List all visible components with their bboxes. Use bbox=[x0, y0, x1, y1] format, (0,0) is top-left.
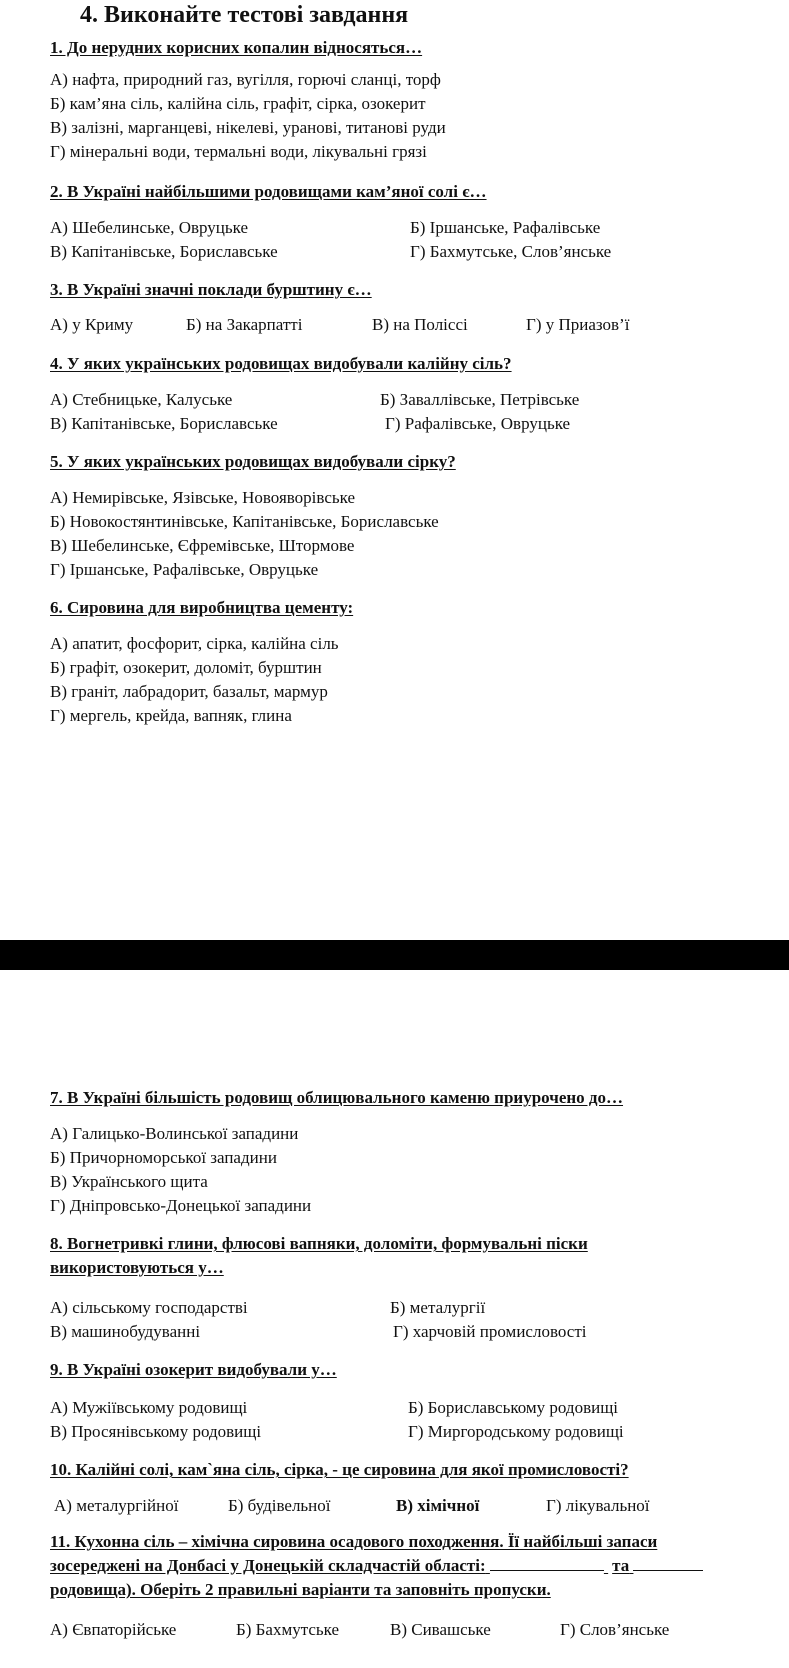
question-11-and: та bbox=[612, 1556, 630, 1575]
q6-option-d: Г) мергель, крейда, вапняк, глина bbox=[50, 706, 292, 725]
question-6: 6. Сировина для виробництва цементу: bbox=[50, 598, 354, 617]
q10-option-a: А) металургійної bbox=[54, 1496, 179, 1515]
q11-option-b: Б) Бахмутське bbox=[236, 1620, 340, 1639]
q11-option-c: В) Сивашське bbox=[390, 1620, 491, 1639]
question-10: 10. Калійні солі, кам`яна сіль, сірка, - це сировина для якої промисловості? bbox=[50, 1460, 629, 1479]
question-11-line-1: 11. Кухонна сіль – хімічна сировина осадового походження. Її найбільші запаси bbox=[50, 1532, 658, 1551]
question-3: 3. В Україні значні поклади бурштину є… bbox=[50, 280, 372, 299]
q2-option-a: А) Шебелинське, Овруцьке bbox=[50, 218, 249, 237]
q5-option-d: Г) Іршанське, Рафалівське, Овруцьке bbox=[50, 560, 319, 579]
q5-option-b: Б) Новокостянтинівське, Капітанівське, Бориславське bbox=[50, 512, 439, 531]
q8-option-d: Г) харчовій промисловості bbox=[393, 1322, 587, 1341]
q8-option-c: В) машинобудуванні bbox=[50, 1322, 201, 1341]
q1-option-c: В) залізні, марганцеві, нікелеві, уранові, титанові руди bbox=[50, 118, 446, 137]
q3-option-d: Г) у Приазов’ї bbox=[526, 315, 630, 334]
q3-option-a: А) у Криму bbox=[50, 315, 134, 334]
q5-option-a: А) Немирівське, Язівське, Новояворівське bbox=[50, 488, 356, 507]
q9-option-a: А) Мужіївському родовищі bbox=[50, 1398, 248, 1417]
q11-option-a: А) Євпаторійське bbox=[50, 1620, 177, 1639]
q4-option-c: В) Капітанівське, Бориславське bbox=[50, 414, 278, 433]
q8-option-b: Б) металургії bbox=[390, 1298, 486, 1317]
question-2: 2. В Україні найбільшими родовищами кам’яної солі є… bbox=[50, 182, 487, 201]
q10-option-d: Г) лікувальної bbox=[546, 1496, 650, 1515]
q7-option-b: Б) Причорноморської западини bbox=[50, 1148, 277, 1167]
question-7: 7. В Україні більшість родовищ облицювального каменю приурочено до… bbox=[50, 1088, 624, 1107]
q2-option-c: В) Капітанівське, Бориславське bbox=[50, 242, 278, 261]
q10-option-c: В) хімічної bbox=[396, 1496, 480, 1515]
q3-option-b: Б) на Закарпатті bbox=[186, 315, 303, 334]
q2-option-b: Б) Іршанське, Рафалівське bbox=[410, 218, 601, 237]
answer-blank-2[interactable] bbox=[633, 1556, 703, 1571]
page-separator-band bbox=[0, 940, 789, 970]
q2-option-d: Г) Бахмутське, Слов’янське bbox=[410, 242, 612, 261]
q1-option-a: А) нафта, природний газ, вугілля, горючі сланці, торф bbox=[50, 70, 441, 89]
q3-option-c: В) на Поліссі bbox=[372, 315, 468, 334]
q7-option-c: В) Українського щита bbox=[50, 1172, 208, 1191]
q7-option-a: А) Галицько-Волинської западини bbox=[50, 1124, 299, 1143]
question-9: 9. В Україні озокерит видобували у… bbox=[50, 1360, 337, 1379]
page-title: 4. Виконайте тестові завдання bbox=[80, 2, 409, 28]
q5-option-c: В) Шебелинське, Єфремівське, Штормове bbox=[50, 536, 355, 555]
q11-option-d: Г) Слов’янське bbox=[560, 1620, 670, 1639]
q10-option-b: Б) будівельної bbox=[228, 1496, 331, 1515]
question-11-line-3: родовища). Оберіть 2 правильні варіанти та заповніть пропуски. bbox=[50, 1580, 551, 1599]
q1-option-b: Б) кам’яна сіль, калійна сіль, графіт, сірка, озокерит bbox=[50, 94, 426, 113]
question-8-line-1: 8. Вогнетривкі глини, флюсові вапняки, доломіти, формувальні піски bbox=[50, 1234, 588, 1253]
question-11-line-2-text: зосереджені на Донбасі у Донецькій складчастій області: bbox=[50, 1556, 486, 1575]
q9-option-d: Г) Миргородському родовищі bbox=[408, 1422, 624, 1441]
q7-option-d: Г) Дніпровсько-Донецької западини bbox=[50, 1196, 312, 1215]
q6-option-b: Б) графіт, озокерит, доломіт, бурштин bbox=[50, 658, 322, 677]
q9-option-c: В) Просянівському родовищі bbox=[50, 1422, 262, 1441]
q9-option-b: Б) Бориславському родовищі bbox=[408, 1398, 619, 1417]
question-8-line-2: використовуються у… bbox=[50, 1258, 224, 1277]
question-1: 1. До нерудних корисних копалин відносяться… bbox=[50, 38, 423, 57]
q8-option-a: А) сільському господарстві bbox=[50, 1298, 248, 1317]
q4-option-d: Г) Рафалівське, Овруцьке bbox=[385, 414, 571, 433]
q1-option-d: Г) мінеральні води, термальні води, лікувальні грязі bbox=[50, 142, 427, 161]
q6-option-c: В) граніт, лабрадорит, базальт, мармур bbox=[50, 682, 328, 701]
question-5: 5. У яких українських родовищах видобували сірку? bbox=[50, 452, 456, 471]
q6-option-a: А) апатит, фосфорит, сірка, калійна сіль bbox=[50, 634, 339, 653]
question-11-line-2 bbox=[50, 1556, 703, 1576]
q4-option-b: Б) Заваллівське, Петрівське bbox=[380, 390, 580, 409]
q4-option-a: А) Стебницьке, Калуське bbox=[50, 390, 233, 409]
answer-blank-1[interactable] bbox=[490, 1556, 604, 1571]
question-4: 4. У яких українських родовищах видобували калійну сіль? bbox=[50, 354, 512, 373]
